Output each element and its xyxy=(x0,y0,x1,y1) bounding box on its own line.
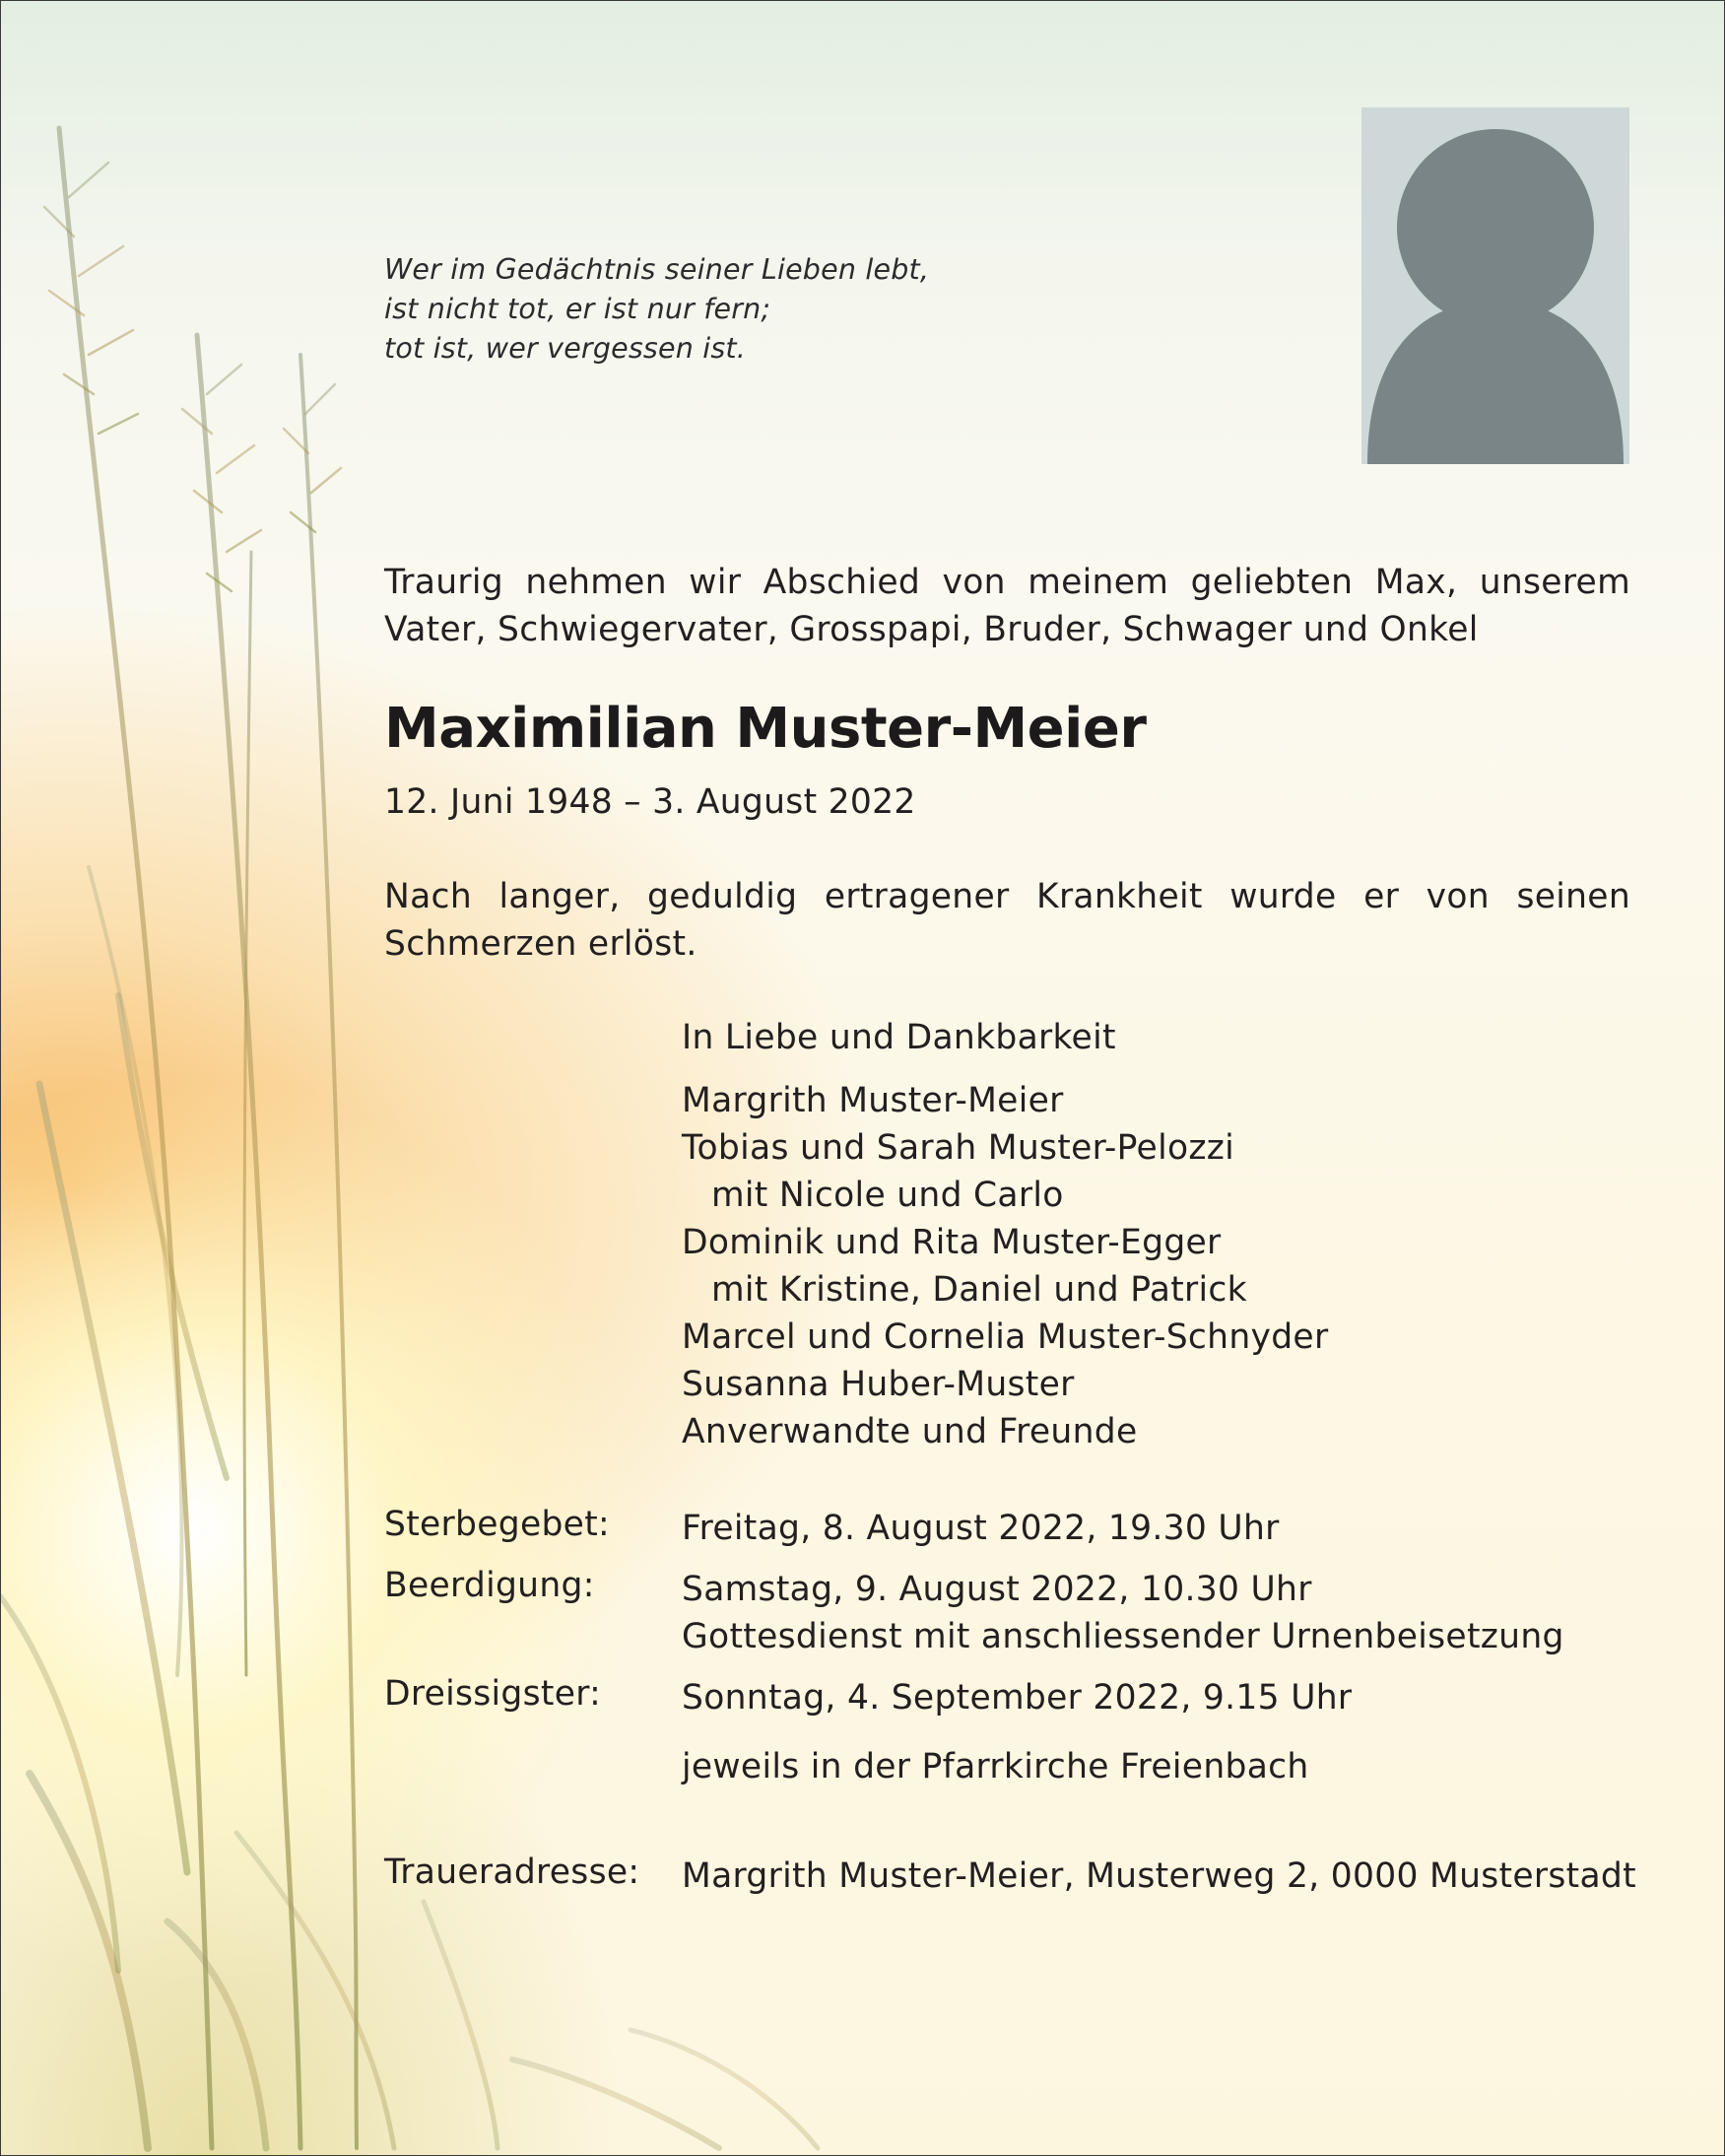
mourner-line: mit Nicole und Carlo xyxy=(711,1176,1064,1215)
address-value: Margrith Muster-Meier, Musterweg 2, 0000 Musterstadt xyxy=(682,1856,1636,1896)
beerdigung-detail: Gottesdienst mit anschliessender Urnenbeisetzung xyxy=(682,1617,1564,1656)
beerdigung-value: Samstag, 9. August 2022, 10.30 Uhr xyxy=(682,1570,1312,1609)
beerdigung-label: Beerdigung: xyxy=(384,1566,595,1605)
mourner-line: Anverwandte und Freunde xyxy=(682,1412,1138,1451)
illness-paragraph: Nach langer, geduldig ertragener Krankheit wurde er von seinen Schmerzen erlöst. xyxy=(384,877,1630,964)
mourner-line: Tobias und Sarah Muster-Pelozzi xyxy=(682,1128,1235,1168)
life-dates: 12. Juni 1948 – 3. August 2022 xyxy=(384,782,916,822)
church-location: jeweils in der Pfarrkirche Freienbach xyxy=(682,1747,1309,1786)
quote-line-2: ist nicht tot, er ist nur fern; xyxy=(384,293,771,325)
dreissigster-value: Sonntag, 4. September 2022, 9.15 Uhr xyxy=(682,1678,1353,1718)
mourner-line: Marcel und Cornelia Muster-Schnyder xyxy=(682,1317,1329,1357)
portrait-placeholder xyxy=(1361,107,1629,464)
quote-line-3: tot ist, wer vergessen ist. xyxy=(384,332,747,365)
mourner-line: Dominik und Rita Muster-Egger xyxy=(682,1223,1222,1262)
address-label: Traueradresse: xyxy=(384,1853,640,1892)
sterbegebet-value: Freitag, 8. August 2022, 19.30 Uhr xyxy=(682,1509,1280,1548)
memorial-quote xyxy=(384,250,929,369)
dreissigster-label: Dreissigster: xyxy=(384,1674,602,1714)
quote-line-1: Wer im Gedächtnis seiner Lieben lebt, xyxy=(384,253,930,286)
deceased-name: Maximilian Muster-Meier xyxy=(384,697,1147,761)
intro-paragraph: Traurig nehmen wir Abschied von meinem geliebten Max, unserem Vater, Schwiegervater, Grosspapi, Bruder, Schwager und Onkel xyxy=(384,563,1630,649)
person-silhouette-icon xyxy=(1361,107,1629,464)
mourner-line: mit Kristine, Daniel und Patrick xyxy=(711,1270,1247,1310)
mourners-list xyxy=(682,1014,1328,1455)
mourner-line: Susanna Huber-Muster xyxy=(682,1365,1075,1404)
mourner-line: Margrith Muster-Meier xyxy=(682,1081,1064,1120)
mourners-heading: In Liebe und Dankbarkeit xyxy=(682,1018,1116,1057)
sterbegebet-label: Sterbegebet: xyxy=(384,1505,610,1544)
